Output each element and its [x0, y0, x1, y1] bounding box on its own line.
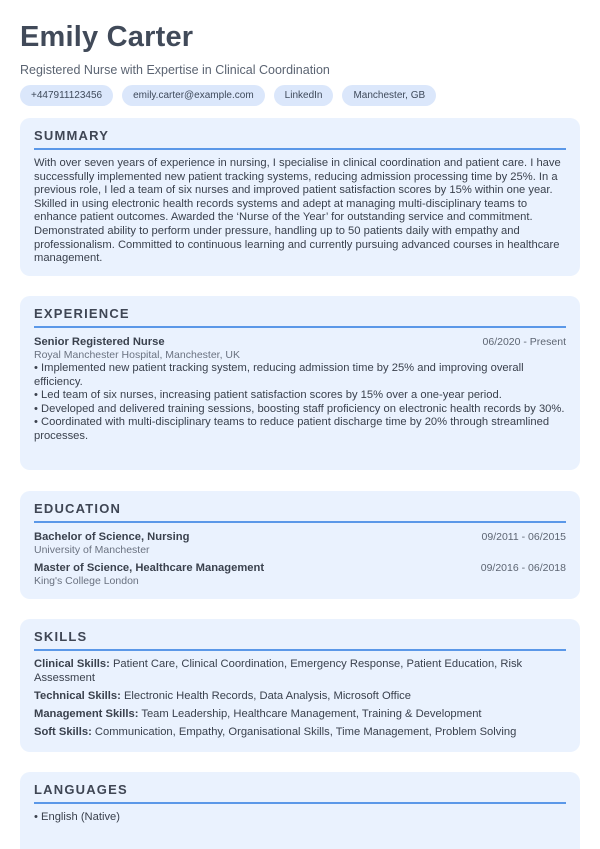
education-entry [34, 561, 566, 588]
location-chip: Manchester, GB [342, 85, 436, 106]
education-dates: 09/2011 - 06/2015 [481, 531, 566, 543]
language-item: • English (Native) [34, 811, 120, 823]
languages-heading: LANGUAGES [34, 781, 566, 804]
skill-row [34, 708, 566, 722]
phone-chip[interactable]: +447911123456 [20, 85, 113, 106]
education-heading: EDUCATION [34, 500, 566, 523]
job-bullet: • Developed and delivered training sessions, boosting staff proficiency on electronic health records by 30%. [34, 402, 565, 415]
education-entry [34, 530, 566, 557]
degree-title: Master of Science, Healthcare Management [34, 562, 265, 574]
experience-section [20, 296, 580, 470]
skill-category: Soft Skills: [34, 725, 92, 738]
education-section [20, 491, 580, 599]
job-entry [34, 335, 566, 444]
education-dates: 09/2016 - 06/2018 [480, 562, 566, 574]
linkedin-chip[interactable]: LinkedIn [274, 85, 334, 106]
job-title: Senior Registered Nurse [34, 336, 165, 348]
job-bullet: • Coordinated with multi-disciplinary teams to reduce patient discharge time by 20% through streamlined processes. [34, 416, 550, 442]
skill-row [34, 690, 566, 704]
skills-heading: SKILLS [34, 628, 566, 651]
experience-heading: EXPERIENCE [34, 305, 566, 328]
skill-values: Team Leadership, Healthcare Management, Training & Development [138, 707, 482, 720]
email-chip[interactable]: emily.carter@example.com [122, 85, 265, 106]
candidate-headline: Registered Nurse with Expertise in Clinical Coordination [20, 63, 330, 77]
skill-category: Clinical Skills: [34, 658, 110, 670]
job-employer: Royal Manchester Hospital, Manchester, UK [34, 349, 241, 361]
skill-row [34, 658, 566, 685]
contact-chips [20, 85, 580, 106]
school-name: University of Manchester [34, 544, 150, 556]
candidate-name: Emily Carter [20, 21, 194, 53]
summary-heading: SUMMARY [34, 127, 566, 150]
languages-section [20, 772, 580, 849]
job-dates: 06/2020 - Present [482, 336, 566, 348]
skill-category: Technical Skills: [34, 689, 121, 702]
job-bullet: • Implemented new patient tracking system, reducing admission time by 25% and improving overall efficiency. [34, 362, 524, 388]
summary-text: With over seven years of experience in nursing, I specialise in clinical coordination and patient care. I have successfully implemented new patient tracking systems, reducing admission processing time by 25%. In a previous role, I led a team of six nurses and improved patient satisfaction scores by 15% within one year. Skilled in using electronic health records systems and adept at managing multi-disciplinary teams to enhance patient outcomes. Awarded the ‘Nurse of the Year’ for outstanding service and commitment. Demonstrated ability to perform under pressure, handling up to 50 patients daily with empathy and professionalism. Committed to continuous learning and currently pursuing advanced courses in healthcare management. [34, 157, 561, 265]
job-bullet: • Led team of six nurses, increasing patient satisfaction scores by 15% over a one-year period. [34, 389, 502, 402]
degree-title: Bachelor of Science, Nursing [34, 531, 190, 543]
skill-row [34, 726, 566, 740]
summary-section [20, 118, 580, 276]
school-name: King's College London [34, 575, 139, 587]
skill-category: Management Skills: [34, 707, 139, 720]
skill-values: Patient Care, Clinical Coordination, Emergency Response, Patient Education, Risk Assessment [34, 658, 523, 684]
skills-section [20, 619, 580, 752]
resume-header [20, 20, 580, 106]
skill-values: Electronic Health Records, Data Analysis, Microsoft Office [120, 689, 412, 702]
skill-values: Communication, Empathy, Organisational Skills, Time Management, Problem Solving [91, 725, 517, 738]
